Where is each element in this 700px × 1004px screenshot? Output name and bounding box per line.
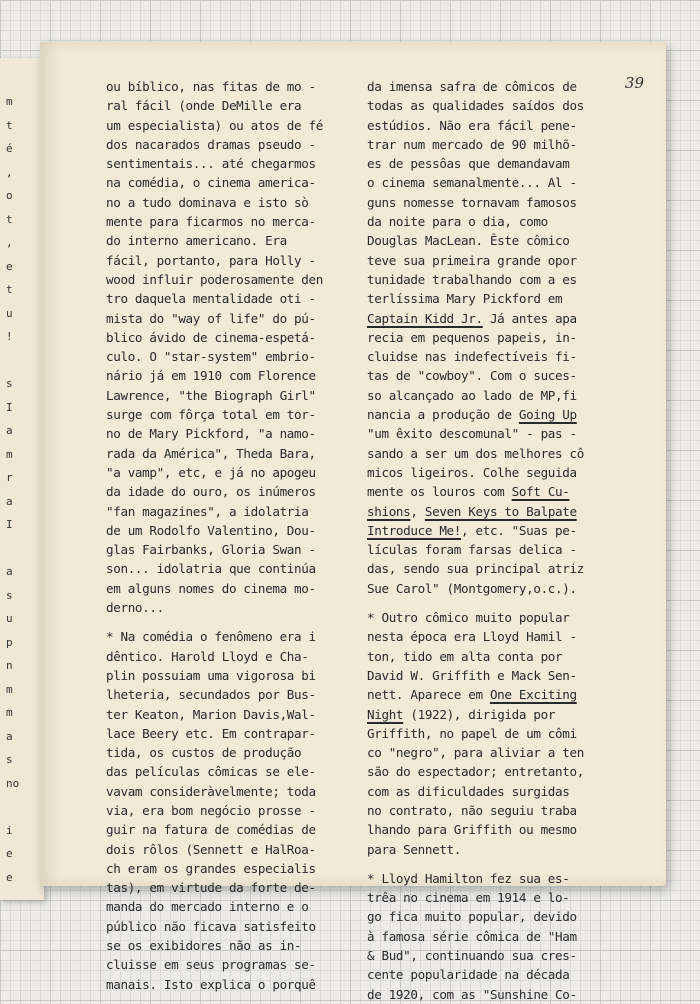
text-line: vavam consideràvelmente; toda — [106, 783, 316, 799]
text-line — [367, 482, 651, 501]
text-line: trar num mercado de 90 milhõ- — [367, 136, 577, 152]
book-page — [40, 42, 666, 1002]
text-line: ral fácil (onde DeMille era — [106, 98, 302, 114]
left-page-fragment: m — [6, 447, 13, 461]
text-line: todas as qualidades saídos dos — [367, 98, 584, 114]
text-line: glas Fairbanks, Gloria Swan - — [106, 542, 316, 558]
paragraph-hamilton-debut — [367, 869, 651, 1004]
left-page-fragment: r — [6, 471, 13, 484]
text-fragment: nett. Aparece em — [367, 687, 490, 703]
text-line: estúdios. Não era fácil pene- — [367, 117, 577, 133]
left-page-fragment: a — [6, 729, 13, 743]
text-line — [367, 521, 651, 540]
text-line: no contrato, não seguiu traba — [367, 802, 577, 818]
text-line: na comédia, o cinema america- — [106, 175, 316, 191]
text-line: trêa no cinema em 1914 e lo- — [367, 890, 570, 906]
left-page-fragment: I — [6, 400, 13, 414]
text-line: go fica muito popular, devido — [367, 909, 577, 925]
left-page-fragment: , — [6, 236, 13, 249]
text-line: cente popularidade na década — [367, 967, 570, 983]
left-page-fragment: a — [6, 424, 13, 437]
text-fragment: Já antes apa — [482, 310, 577, 326]
text-fragment: (1922), dirigida por — [403, 706, 556, 722]
text-line: tas de "cowboy". Com o suces- — [367, 368, 577, 384]
text-line: em alguns nomes do cinema mo- — [106, 580, 316, 596]
text-fragment: nancia a produção de — [367, 407, 519, 423]
left-page-fragment: u — [6, 306, 13, 320]
text-line: "fan magazines", a idolatria — [106, 503, 309, 519]
left-page-fragment: I — [6, 518, 13, 531]
left-page-fragment: u — [6, 612, 13, 625]
text-line: de um Rodolfo Valentino, Dou- — [106, 522, 316, 538]
text-line: Douglas MacLean. Êste cômico — [367, 233, 570, 249]
text-line: um especialista) ou atos de fé — [106, 117, 323, 133]
left-page-fragment: s — [6, 377, 13, 390]
left-page-fragment: n — [6, 659, 13, 672]
paragraph-comedy — [106, 627, 370, 994]
text-line: Griffith, no papel de um cômi — [367, 725, 577, 741]
text-line: guir na fatura de comédias de — [106, 822, 316, 838]
text-line: lace Beery etc. Em contrapar- — [106, 725, 316, 741]
film-title-captain-kidd: Captain Kidd Jr. — [367, 310, 483, 326]
film-title-going-up: Going Up — [518, 407, 577, 423]
text-line: no a tudo dominava e isto sò — [106, 194, 309, 210]
text-line: dos nacarados dramas pseudo - — [106, 136, 316, 152]
text-line: plin possuiam uma vigorosa bi — [106, 667, 316, 683]
left-page-fragment: , — [6, 165, 13, 179]
text-line: cluisse em seus programas se- — [106, 957, 316, 973]
left-page-fragment: s — [6, 753, 13, 766]
text-line: & Bud", continuando sua cres- — [367, 948, 577, 964]
text-line: terlíssima Mary Pickford em — [367, 291, 563, 307]
left-page-fragment: no — [6, 776, 20, 790]
text-line: tida, os custos de produção — [106, 745, 302, 761]
film-title-soft-cushions-cont: shions — [367, 503, 411, 519]
page-number: 39 — [624, 74, 644, 92]
text-line: ton, tido em alta conta por — [367, 648, 563, 664]
left-page-fragment: e — [6, 870, 13, 884]
text-line: * Outro cômico muito popular — [367, 610, 570, 626]
text-line: o cinema semanalmente... Al - — [367, 175, 577, 191]
text-line: tro daquela mentalidade oti - — [106, 291, 316, 307]
text-line: culo. O "star-system" embrio- — [106, 349, 316, 365]
left-page-fragment: t — [6, 283, 13, 296]
text-line: das, sendo sua principal atriz — [367, 561, 584, 577]
text-line: recia em pequenos papeis, in- — [367, 329, 577, 345]
text-line: nesta época era Lloyd Hamil - — [367, 629, 577, 645]
text-line: es de pessôas que demandavam — [367, 156, 570, 172]
text-line: manais. Isto explica o porquê — [106, 976, 316, 992]
left-page-fragment: m — [6, 95, 13, 108]
text-line: mista do "way of life" do pú- — [106, 310, 316, 326]
text-line: fácil, portanto, para Holly - — [106, 252, 316, 268]
left-page-fragment: e — [6, 259, 13, 273]
text-line: da noite para o dia, como — [367, 214, 548, 230]
left-page-fragment: t — [6, 118, 13, 132]
text-line: Lawrence, "the Biograph Girl" — [106, 387, 316, 403]
text-line: dêntico. Harold Lloyd e Cha- — [106, 648, 309, 664]
text-line: "um êxito descomunal" - pas - — [367, 426, 577, 442]
text-line — [367, 705, 651, 724]
right-column — [367, 77, 651, 1004]
text-line: shions, Seven Keys to Balpate — [367, 503, 577, 519]
text-line: "a vamp", etc, e já no apogeu — [106, 464, 316, 480]
text-line: co "negro", para aliviar a ten — [367, 745, 584, 761]
film-title-one-exciting: One Exciting — [489, 687, 577, 703]
text-fragment: , etc. "Suas pe- — [461, 522, 577, 538]
left-page-fragment: s — [6, 588, 13, 602]
text-line: são do espectador; entretanto, — [367, 764, 584, 780]
text-line: sentimentais... até chegarmos — [106, 156, 316, 172]
text-line: das películas cômicas se ele- — [106, 764, 316, 780]
text-line: surge com fôrça total em tor- — [106, 407, 316, 423]
left-page-fragment: m — [6, 706, 13, 719]
text-line: se os exibidores não as in- — [106, 938, 302, 954]
text-line: blico ávido de cinema-espetá- — [106, 329, 316, 345]
text-line: ou bíblico, nas fitas de mo - — [106, 79, 316, 94]
text-line: com as dificuldades surgidas — [367, 783, 570, 799]
text-line: tas), em virtude da forte de- — [106, 880, 316, 896]
text-line: à famosa série cômica de "Ham — [367, 928, 577, 944]
text-line: tunidade trabalhando com a es — [367, 271, 577, 287]
text-line: guns nomesse tornavam famosos — [367, 194, 577, 210]
film-title-soft-cushions: Soft Cu- — [511, 484, 570, 500]
text-fragment: mente os louros com — [367, 484, 512, 500]
text-line: lículas foram farsas delica - — [367, 542, 577, 558]
text-line: Sue Carol" (Montgomery,o.c.). — [367, 580, 577, 596]
text-line: David W. Griffith e Mack Sen- — [367, 667, 577, 683]
text-line: nário já em 1910 com Florence — [106, 368, 316, 384]
left-page-fragment: a — [6, 565, 13, 578]
text-line: lheteria, secundados por Bus- — [106, 687, 316, 703]
text-line: so alcançado ao lado de MP,fi — [367, 387, 577, 403]
text-line: via, era bom negócio prosse - — [106, 802, 316, 818]
text-line: mente para ficarmos no merca- — [106, 214, 316, 230]
paragraph-lloyd-hamilton — [367, 608, 651, 859]
text-line — [367, 685, 651, 704]
text-line: da imensa safra de cômicos de — [367, 79, 577, 94]
text-line: manda do mercado interno e o — [106, 899, 309, 915]
text-line — [367, 309, 651, 328]
text-line: ter Keaton, Marion Davis,Wal- — [106, 706, 316, 722]
left-page-fragment: ! — [6, 330, 13, 343]
left-page-fragment: p — [6, 635, 13, 649]
text-line: rada da América", Theda Bara, — [106, 445, 316, 461]
left-page-fragment: e — [6, 847, 13, 860]
left-page-fragment: a — [6, 494, 13, 508]
left-page-fragment: o — [6, 189, 13, 202]
text-line: derno... — [106, 600, 164, 616]
text-line: dois rôlos (Sennett e HalRoa- — [106, 841, 316, 857]
text-line: cluidse nas indefectíveis fi- — [367, 349, 577, 365]
text-line: público não ficava satisfeito — [106, 918, 316, 934]
text-line: no de Mary Pickford, "a namo- — [106, 426, 316, 442]
text-line: do interno americano. Era — [106, 233, 287, 249]
text-line: son... idolatria que continúa — [106, 561, 316, 577]
left-page-fragment: i — [6, 823, 13, 837]
text-line: para Sennett. — [367, 841, 462, 857]
text-line: lhando para Griffith ou mesmo — [367, 822, 577, 838]
text-line: sando a ser um dos melhores cô — [367, 445, 584, 461]
text-line: micos ligeiros. Colhe seguida — [367, 464, 577, 480]
text-line: * Na comédia o fenômeno era i — [106, 629, 316, 645]
text-line: * Lloyd Hamilton fez sua es- — [367, 870, 570, 886]
left-page-fragment: t — [6, 212, 13, 226]
text-line — [367, 405, 651, 424]
left-column — [106, 77, 370, 994]
text-line: teve sua primeira grande opor — [367, 252, 577, 268]
film-title-introduce-me: Introduce Me! — [367, 522, 462, 538]
paragraph-douglas-maclean — [367, 77, 651, 598]
text-line: da idade do ouro, os inúmeros — [106, 484, 316, 500]
film-title-seven-keys: Seven Keys to Balpate — [424, 503, 577, 519]
left-page-fragment: é — [6, 142, 13, 155]
film-title-night: Night — [367, 706, 404, 722]
text-line: de 1920, com as "Sunshine Co- — [367, 986, 577, 1002]
paragraph-star-system — [106, 77, 370, 617]
text-line: wood influir poderosamente den — [106, 271, 323, 287]
left-page-fragment: m — [6, 682, 13, 696]
left-page-edge — [0, 58, 44, 900]
text-line: ch eram os grandes especialis — [106, 860, 316, 876]
